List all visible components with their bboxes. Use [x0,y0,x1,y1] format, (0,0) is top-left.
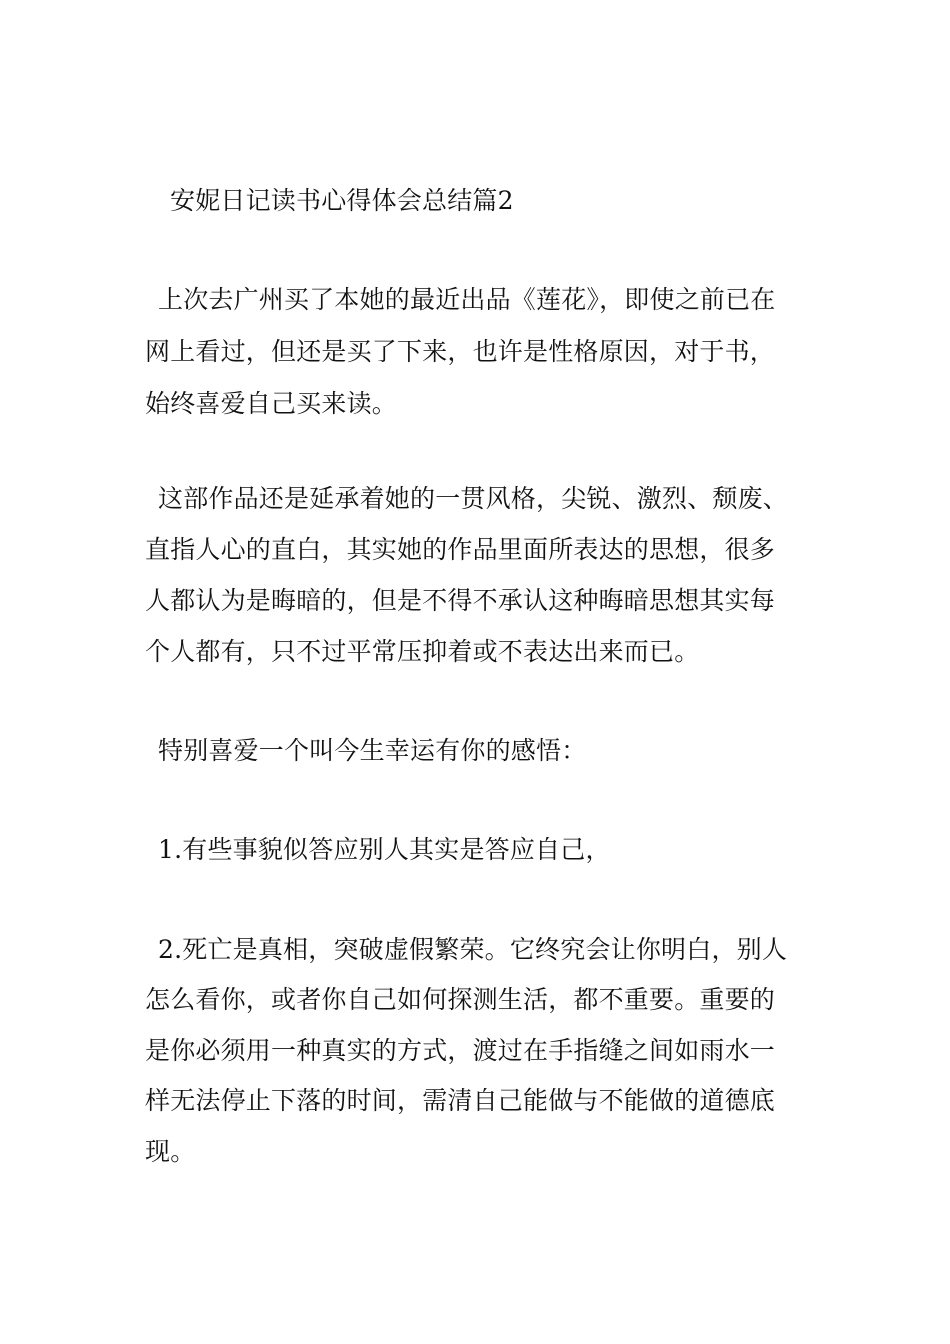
paragraph-5-line-2: 怎么看你，或者你自己如何探测生活，都不重要。重要的 [145,985,776,1014]
paragraph-5-line-4: 样无法停止下落的时间，需清自己能做与不能做的道德底 [145,1086,776,1115]
paragraph-4-line-1: 1.有些事貌似答应别人其实是答应自己， [158,835,611,864]
paragraph-2-line-3: 人都认为是晦暗的，但是不得不承认这种晦暗思想其实每 [145,586,776,615]
paragraph-3-line-1: 特别喜爱一个叫今生幸运有你的感悟： [158,736,587,765]
paragraph-5-line-3: 是你必须用一种真实的方式，渡过在手指缝之间如雨水一 [145,1036,776,1065]
paragraph-2-line-2: 直指人心的直白，其实她的作品里面所表达的思想，很多 [145,535,776,564]
paragraph-5-line-5: 现。 [145,1137,196,1166]
paragraph-1-line-3: 始终喜爱自己买来读。 [145,389,398,418]
paragraph-2-line-1: 这部作品还是延承着她的一贯风格，尖锐、激烈、颓废、 [158,484,789,513]
paragraph-2-line-4: 个人都有，只不过平常压抑着或不表达出来而已。 [145,637,700,666]
paragraph-1-line-1: 上次去广州买了本她的最近出品《莲花》，即使之前已在 [158,285,776,314]
document-title: 安妮日记读书心得体会总结篇2 [170,186,514,215]
paragraph-5-line-1: 2.死亡是真相，突破虚假繁荣。它终究会让你明白，别人 [158,935,788,964]
paragraph-1-line-2: 网上看过，但还是买了下来，也许是性格原因，对于书， [145,337,776,366]
